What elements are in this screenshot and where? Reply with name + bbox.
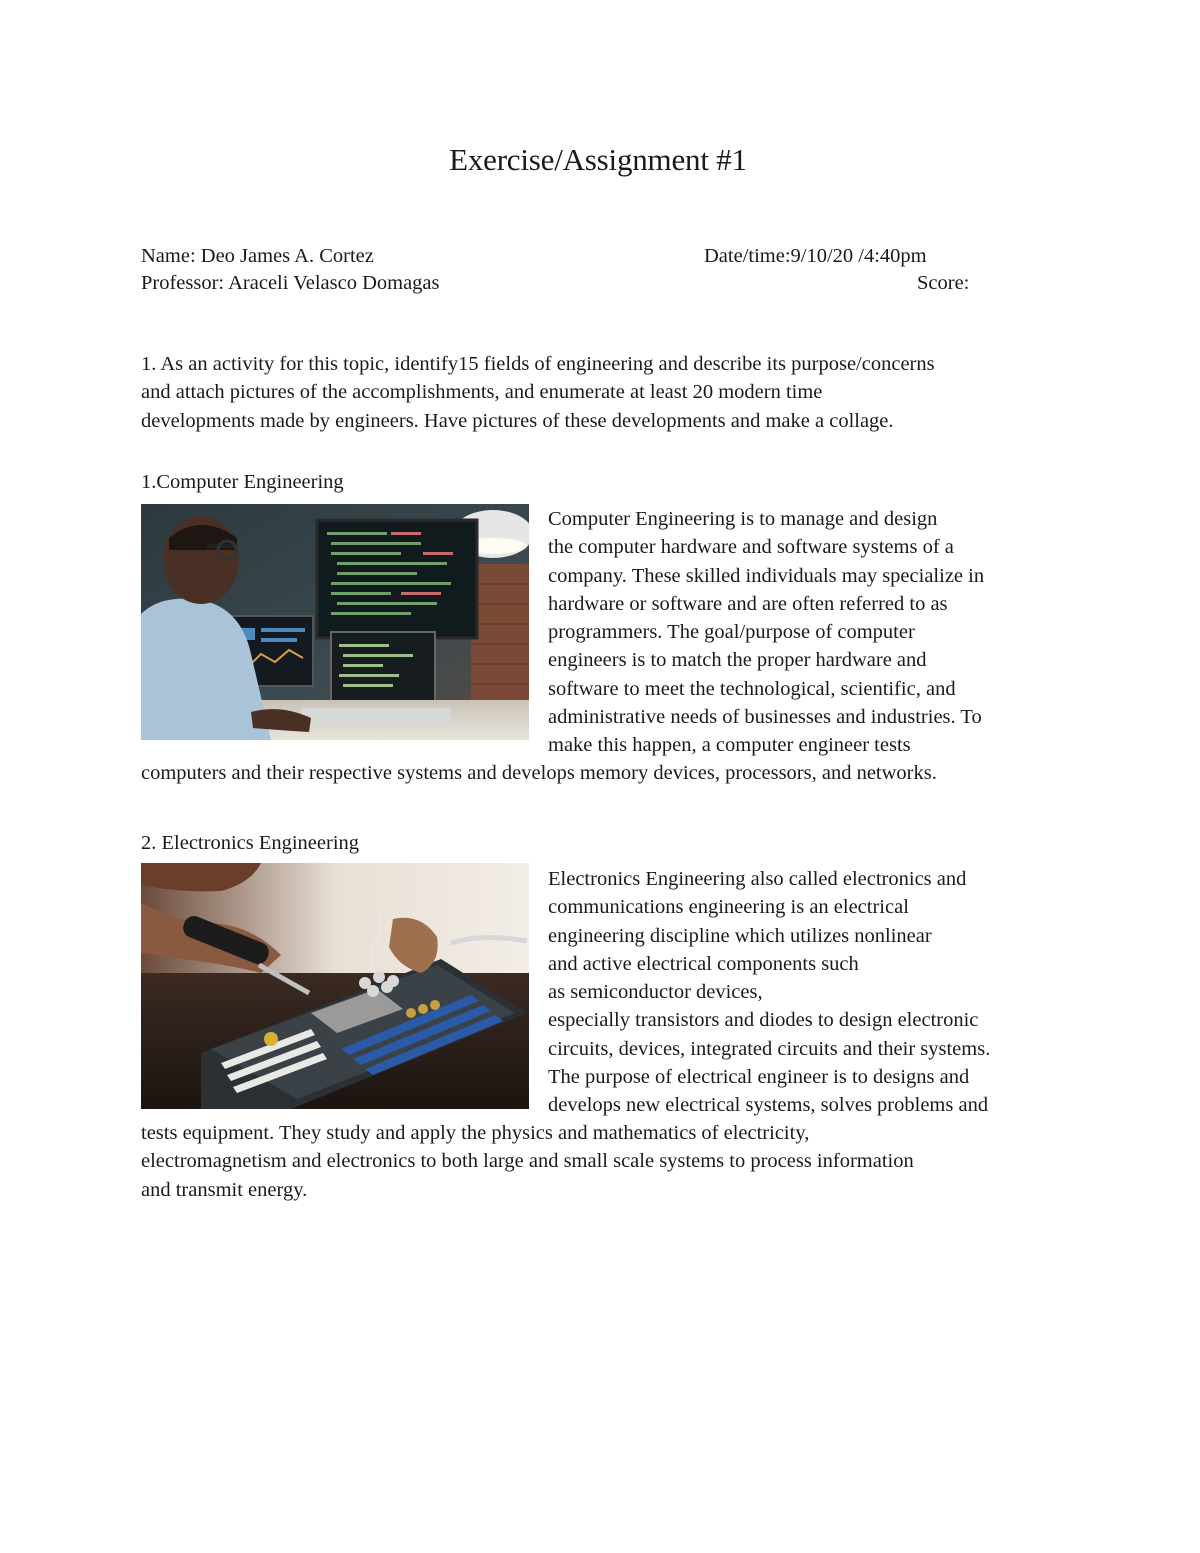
- paragraph-line: administrative needs of businesses and industries. To: [548, 706, 982, 729]
- paragraph-line: engineering discipline which utilizes nonlinear: [548, 924, 932, 947]
- paragraph-line: The purpose of electrical engineer is to designs and: [548, 1066, 970, 1089]
- paragraph-line: Computer Engineering is to manage and design: [548, 508, 938, 530]
- paragraph-line: programmers. The goal/purpose of computer: [548, 621, 915, 644]
- score-label: Score:: [917, 272, 970, 294]
- paragraph-line: and active electrical components such: [548, 952, 859, 975]
- document-title: Exercise/Assignment #1: [449, 142, 747, 177]
- paragraph-line: engineers is to match the proper hardware and: [548, 649, 927, 672]
- paragraph-line: circuits, devices, integrated circuits and their systems.: [548, 1037, 991, 1060]
- electronics-engineering-text: [548, 865, 990, 1120]
- paragraph-line: make this happen, a computer engineer tests: [548, 734, 911, 757]
- instructions-line: 1. As an activity for this topic, identify15 fields of engineering and describe its purpose/concerns: [141, 353, 935, 375]
- paragraph-line: electromagnetism and electronics to both large and small scale systems to process information: [141, 1150, 914, 1173]
- paragraph-line: develops new electrical systems, solves problems and: [548, 1094, 989, 1117]
- instructions-line: developments made by engineers. Have pictures of these developments and make a collage.: [141, 409, 894, 432]
- professor-name: Professor: Araceli Velasco Domagas: [141, 272, 440, 294]
- paragraph-line: software to meet the technological, scientific, and: [548, 677, 956, 700]
- paragraph-line: especially transistors and diodes to design electronic: [548, 1009, 979, 1032]
- date-time: Date/time:9/10/20 /4:40pm: [704, 245, 927, 267]
- paragraph-line: tests equipment. They study and apply the physics and mathematics of electricity,: [141, 1122, 810, 1144]
- paragraph-line: hardware or software and are often referred to as: [548, 592, 948, 615]
- programmer-at-computer-photo: [141, 504, 529, 740]
- soldering-circuit-board-photo: [141, 863, 529, 1109]
- paragraph-line: company. These skilled individuals may specialize in: [548, 564, 985, 587]
- instructions-paragraph: [141, 350, 935, 435]
- paragraph-line: as semiconductor devices,: [548, 981, 763, 1004]
- paragraph-line: the computer hardware and software systems of a: [548, 536, 954, 559]
- student-name: Name: Deo James A. Cortez: [141, 245, 374, 267]
- paragraph-line: and transmit energy.: [141, 1178, 308, 1201]
- computer-engineering-text: [548, 505, 984, 760]
- paragraph-line: communications engineering is an electrical: [548, 896, 909, 919]
- instructions-line: and attach pictures of the accomplishments, and enumerate at least 20 modern time: [141, 381, 823, 404]
- paragraph-line: computers and their respective systems and develops memory devices, processors, and networks.: [141, 762, 937, 784]
- electronics-engineering-text-continued: [141, 1119, 914, 1204]
- section-heading-electronics-engineering: 2. Electronics Engineering: [141, 832, 360, 854]
- section-heading-computer-engineering: 1.Computer Engineering: [141, 471, 344, 493]
- paragraph-line: Electronics Engineering also called electronics and: [548, 868, 967, 890]
